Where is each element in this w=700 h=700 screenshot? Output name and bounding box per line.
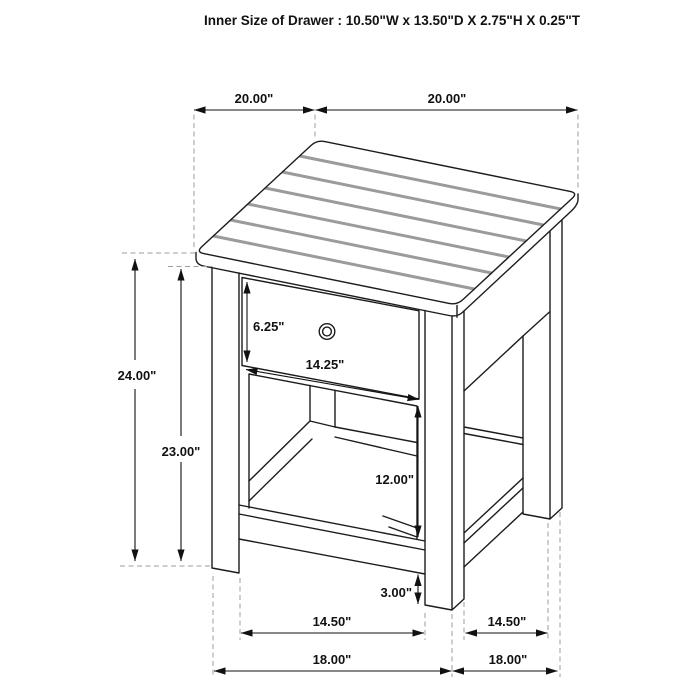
front-right-leg bbox=[425, 311, 464, 611]
label-front-inner-width: 14.50" bbox=[312, 614, 352, 629]
label-front-outer-width: 18.00" bbox=[312, 652, 352, 667]
tabletop bbox=[196, 141, 578, 317]
drawer-knob bbox=[319, 324, 335, 340]
back-right-leg bbox=[523, 221, 562, 520]
front-left-leg bbox=[212, 268, 239, 574]
dim-line-drawer-width bbox=[246, 370, 419, 400]
label-opening-height: 12.00" bbox=[375, 472, 414, 487]
label-side-outer-depth: 18.00" bbox=[488, 652, 528, 667]
dimension-labels bbox=[118, 91, 528, 667]
drawer-knob-outer-ring bbox=[319, 324, 335, 340]
shelf-front-rail bbox=[239, 505, 425, 574]
drawer-knob-inner-ring bbox=[323, 327, 332, 336]
side-apron-and-rails bbox=[464, 336, 523, 567]
label-under-top-height: 23.00" bbox=[161, 444, 201, 459]
label-drawer-height: 6.25" bbox=[253, 319, 285, 334]
label-overall-height: 24.00" bbox=[117, 368, 157, 383]
back-left-leg bbox=[310, 386, 335, 428]
dimension-lines bbox=[135, 110, 578, 671]
label-drawer-width: 14.25" bbox=[305, 357, 345, 372]
label-side-inner-depth: 14.50" bbox=[487, 614, 527, 629]
label-top-depth: 20.00" bbox=[234, 91, 274, 106]
drawing-title: Inner Size of Drawer : 10.50"W x 13.50"D X 2.75"H X 0.25"T bbox=[203, 13, 581, 28]
label-top-width: 20.00" bbox=[427, 91, 467, 106]
label-bottom-clearance: 3.00" bbox=[380, 585, 412, 600]
